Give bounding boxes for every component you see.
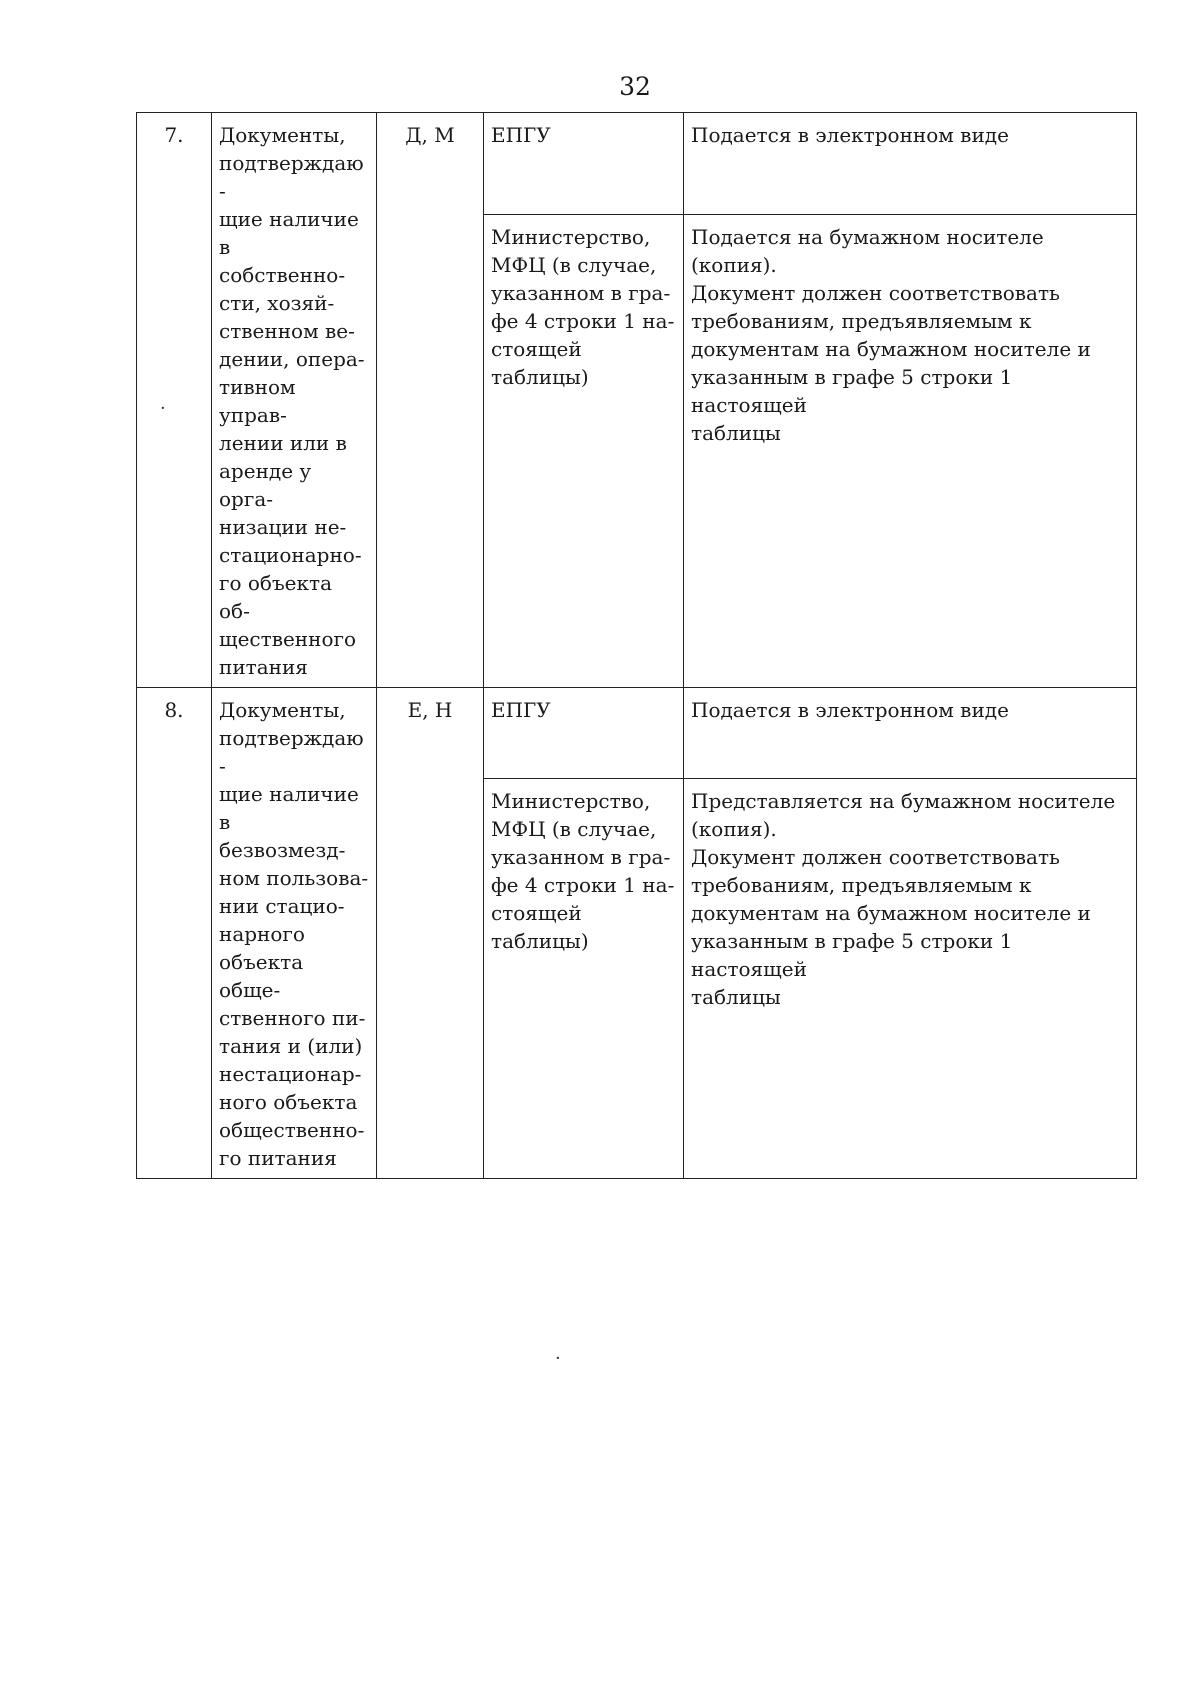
- document-codes: Е, Н: [407, 698, 453, 722]
- codes-cell: [377, 113, 484, 688]
- submission-note: Представляется на бумажном носителе (копия). Документ должен соответствовать требованиям, предъявляемым к документам на бумажном носителе и указанным в графе 5 строки 1 настоящей таблицы: [691, 788, 1116, 1009]
- submission-note-cell: [684, 214, 1137, 687]
- table-row: [137, 113, 1137, 215]
- submission-place: Министерство, МФЦ (в случае, указанном в гра- фе 4 строки 1 на- стоящей таблицы): [491, 788, 675, 953]
- scan-speck: ·: [160, 398, 166, 419]
- row-number: 8.: [164, 698, 184, 722]
- submission-note: Подается в электронном виде: [691, 698, 1009, 722]
- row-number-cell: [137, 688, 212, 1179]
- document-title-cell: [212, 688, 377, 1179]
- row-number: 7.: [164, 123, 184, 147]
- submission-place-cell: [484, 688, 684, 779]
- submission-place-cell: [484, 214, 684, 687]
- documents-table: [136, 112, 1137, 1179]
- scan-speck: ·: [555, 1348, 561, 1369]
- submission-note-cell: [684, 778, 1137, 1178]
- submission-place-cell: [484, 778, 684, 1178]
- submission-place: ЕПГУ: [491, 698, 551, 722]
- table-row: [137, 688, 1137, 779]
- row-number-cell: [137, 113, 212, 688]
- submission-note: Подается в электронном виде: [691, 123, 1009, 147]
- document-codes: Д, М: [405, 123, 455, 147]
- submission-note: Подается на бумажном носителе (копия). Документ должен соответствовать требованиям, предъявляемым к документам на бумажном носителе и указанным в графе 5 строки 1 настоящей таблицы: [691, 224, 1091, 445]
- submission-place: Министерство, МФЦ (в случае, указанном в гра- фе 4 строки 1 на- стоящей таблицы): [491, 224, 675, 389]
- submission-note-cell: [684, 113, 1137, 215]
- submission-note-cell: [684, 688, 1137, 779]
- submission-place: ЕПГУ: [491, 123, 551, 147]
- document-title: Документы, подтверждаю- щие наличие в собственно- сти, хозяй- ственном ве- дении, опера- тивном управ- лении или в аренде у орга- низации не- стационарно- го объекта об- щественного питания: [219, 123, 365, 679]
- codes-cell: [377, 688, 484, 1179]
- document-title-cell: [212, 113, 377, 688]
- page-number: 32: [619, 72, 651, 101]
- document-title: Документы, подтверждаю- щие наличие в безвозмезд- ном пользова- нии стацио- нарного объекта обще- ственного пи- тания и (или) нестационар- ного объекта общественно- го питания: [219, 698, 369, 1170]
- submission-place-cell: [484, 113, 684, 215]
